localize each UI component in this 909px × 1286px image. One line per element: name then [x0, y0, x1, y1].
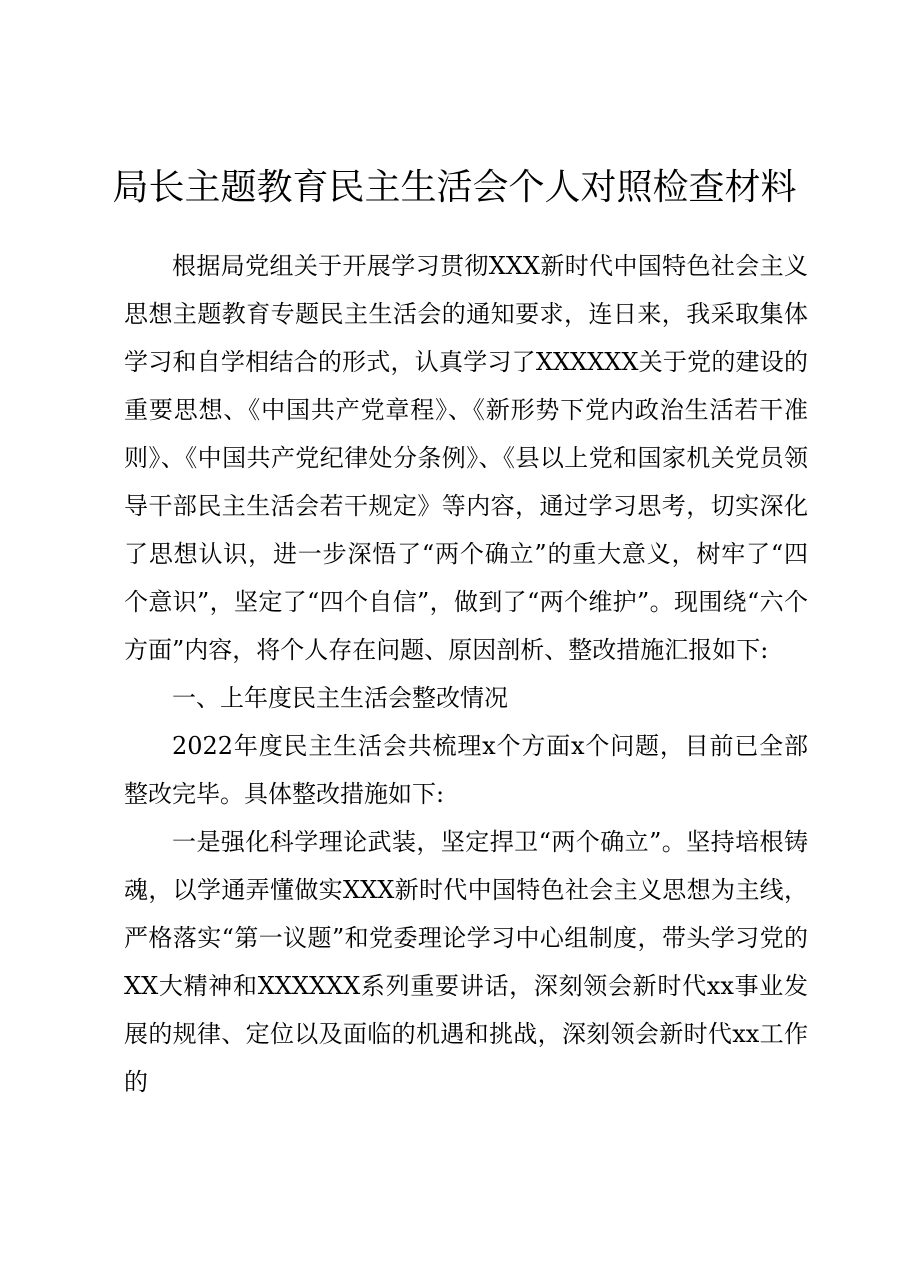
- section-paragraph: 一是强化科学理论武装，坚定捍卫“两个确立”。坚持培根铸魂，以学通弄懂做实XXX新时代中国特色社会主义思想为主线，严格落实“第一议题”和党委理论学习中心组制度，带头学习党的XX大精神和XXXXXX系列重要讲话，深刻领会新时代xx事业发展的规律、定位以及面临的机遇和挑战，深刻领会新时代xx工作的: [124, 828, 808, 1096]
- section-heading: 一、上年度民主生活会整改情况: [172, 684, 508, 712]
- document-body: [124, 242, 808, 1106]
- document-title: 局长主题教育民主生活会个人对照检查材料: [112, 167, 797, 208]
- section-paragraph: 2022年度民主生活会共梳理x个方面x个问题，目前已全部整改完毕。具体整改措施如下:: [124, 732, 808, 808]
- intro-paragraph: 根据局党组关于开展学习贯彻XXX新时代中国特色社会主义思想主题教育专题民主生活会的通知要求，连日来，我采取集体学习和自学相结合的形式，认真学习了XXXXXX关于党的建设的重要思想、《中国共产党章程》、《新形势下党内政治生活若干准则》、《中国共产党纪律处分条例》、《县以上党和国家机关党员领导干部民主生活会若干规定》等内容，通过学习思考，切实深化了思想认识，进一步深悟了“两个确立”的重大意义，树牢了“四个意识”，坚定了“四个自信”，做到了“两个维护”。现围绕“六个方面”内容，将个人存在问题、原因剖析、整改措施汇报如下:: [124, 252, 808, 664]
